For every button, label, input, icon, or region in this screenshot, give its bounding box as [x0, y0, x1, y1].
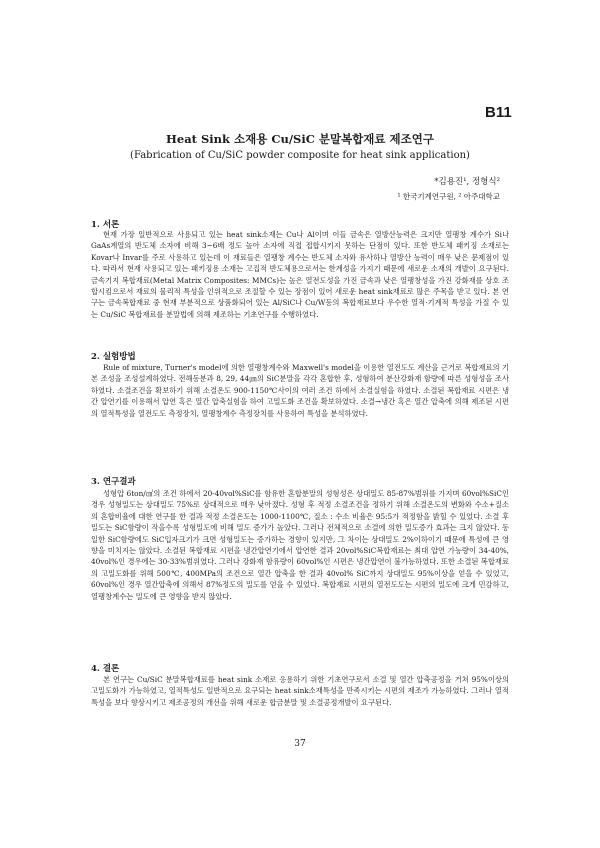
paper-title: Heat Sink 소재용 Cu/SiC 분말복합재료 제조연구 [166, 132, 434, 146]
authors: *김용진¹, 정형식² [434, 177, 500, 187]
section-body-conclusion: 본 연구는 Cu/SiC 분말복합재료를 heat sink 소재로 응용하기 위한 기초연구로서 소결 및 열간 압축공정을 거쳐 95%이상의 고밀도화가 가능하였고, 열적특성도 일반적으로 요구되는 heat sink소재특성을 만족시키는 시편의 제조가 가능하였다. 그러나 열적특성을 보다 향상시키고 제조공정의 개선을 위해 새로운 합금분말 및 소결공정개발이 요구된다. [91, 675, 509, 707]
affiliation: ¹ 한국기계연구원, ² 아주대학교 [397, 192, 500, 201]
section-heading-methods: 2. 실험방법 [91, 352, 136, 362]
paper-subtitle: (Fabrication of Cu/SiC powder composite for heat sink application) [130, 150, 470, 161]
section-heading-conclusion: 4. 결론 [91, 664, 120, 674]
section-heading-introduction: 1. 서론 [91, 220, 120, 230]
section-heading-results: 3. 연구결과 [91, 477, 136, 487]
page-number: 37 [294, 739, 306, 749]
paper-code: B11 [485, 104, 512, 121]
section-body-methods: Rule of mixture, Turner's model에 의한 열팽창계수와 Maxwell's model을 이용한 열전도도 계산을 근거로 복합재료의 기본 조성을 조성설계하였다. 전해동분과 8, 29, 44㎛의 SiC분말을 각각 혼합한 후, 성형하여 분산강화재 함량에 따른 성형성을 조사하였다. 소결조건을 확보하기 위해 소결온도 900-1150℃사이의 여러 조건 하에서 소결실험을 하였다. 소결된 복합재료 시편은 냉간 압연기를 이용해서 압연 혹은 열간 압축실험을 하여 고밀도화 조건을 확보하였다. 소결→냉간 혹은 열간 압축에 의해 제조된 시편의 열적특성을 열전도도 측정장치, 열팽창계수 측정장치를 사용하여 특성을 분석하였다. [91, 363, 509, 418]
section-body-results: 성형압 6ton/㎠의 조건 하에서 20-40vol%SiC를 함유한 혼합분말의 성형성은 상대밀도 85-87%범위를 가지며 60vol%SiC인 경우 성형밀도는 상대밀도 75%로 상대적으로 매우 낮아졌다. 성형 후 적정 소결조건을 정하기 위해 소결온도의 변화와 수소+질소의 혼합비율에 대한 연구를 한 결과 적정 소결온도는 1000-1100℃, 질소 : 수소 비율은 95:5가 적정함을 밝힐 수 있었다. 소결 후 밀도는 SiC함량이 작을수록 성형밀도에 비해 밀도 증가가 높았다. 그러나 전체적으로 소결에 의한 밀도증가 효과는 크지 않았다. 동일한 SiC함량에도 SiC입자크기가 크면 성형밀도는 증가하는 경향이 있지만, 그 차이는 상대밀도 2%이하이기 때문에 특성에 큰 영향을 미치지는 않았다. 소결된 복합재료 시편을 냉간압연기에서 압연한 결과 20vol%SiC복합재료는 최대 압연 가능량이 34-40%, 40vol%인 경우에는 30-33%범위였다. 그러나 강화재 함유량이 60vol%인 시편은 냉간압연이 불가능하였다. 또한 소결된 복합재료의 고밀도화를 위해 500℃, 400MPa의 조건으로 열간 압축을 한 결과 40vol% SiC까지 상대밀도 95%이상을 얻을 수 있었고, 60vol%인 경우 열간압축에 의해서 87%정도의 밀도를 얻을 수 있었다. 복합재료 시편의 열전도도는 시편의 밀도에 크게 민감하고, 열팽창계수는 밀도에 큰 영향을 받지 않았다. [91, 489, 509, 601]
section-body-introduction: 현재 가장 일반적으로 사용되고 있는 heat sink소재는 Cu나 Al이며 이들 금속은 열방산능력은 크지만 열팽창 계수가 Si나 GaAs계열의 반도체 소자에 비해 3~6배 정도 높아 소자에 직접 접합시키지 못하는 단점이 있다. 또한 반도체 패키징 소재로는 Kovar나 Invar를 주로 사용하고 있는데 이 재료들은 열팽창 계수는 반도체 소자와 유사하나 열방산 능력이 매우 낮은 문제점이 있다. 따라서 현재 사용되고 있는 패키징용 소재는 고집적 반도체용으로서는 한계성을 가지기 때문에 새로운 소재의 개발이 요구된다. 금속기지 복합재료(Metal Matrix Composites: MMCs)는 높은 열전도성을 가진 금속과 낮은 열팽창성을 가진 강화재를 상호 조합시킴으로서 재료의 물리적 특성을 인위적으로 조절할 수 있는 장점이 있어 새로운 heat sink재료로 많은 주목을 받고 있다. 본 연구는 금속복합재료 중 현재 부분적으로 상품화되어 있는 Al/SiC나 Cu/W등의 복합재료보다 우수한 열적·기계적 특성을 가질 수 있는 Cu/SiC 복합재료를 분말법에 의해 제조하는 기초연구를 수행하였다. [91, 230, 509, 319]
